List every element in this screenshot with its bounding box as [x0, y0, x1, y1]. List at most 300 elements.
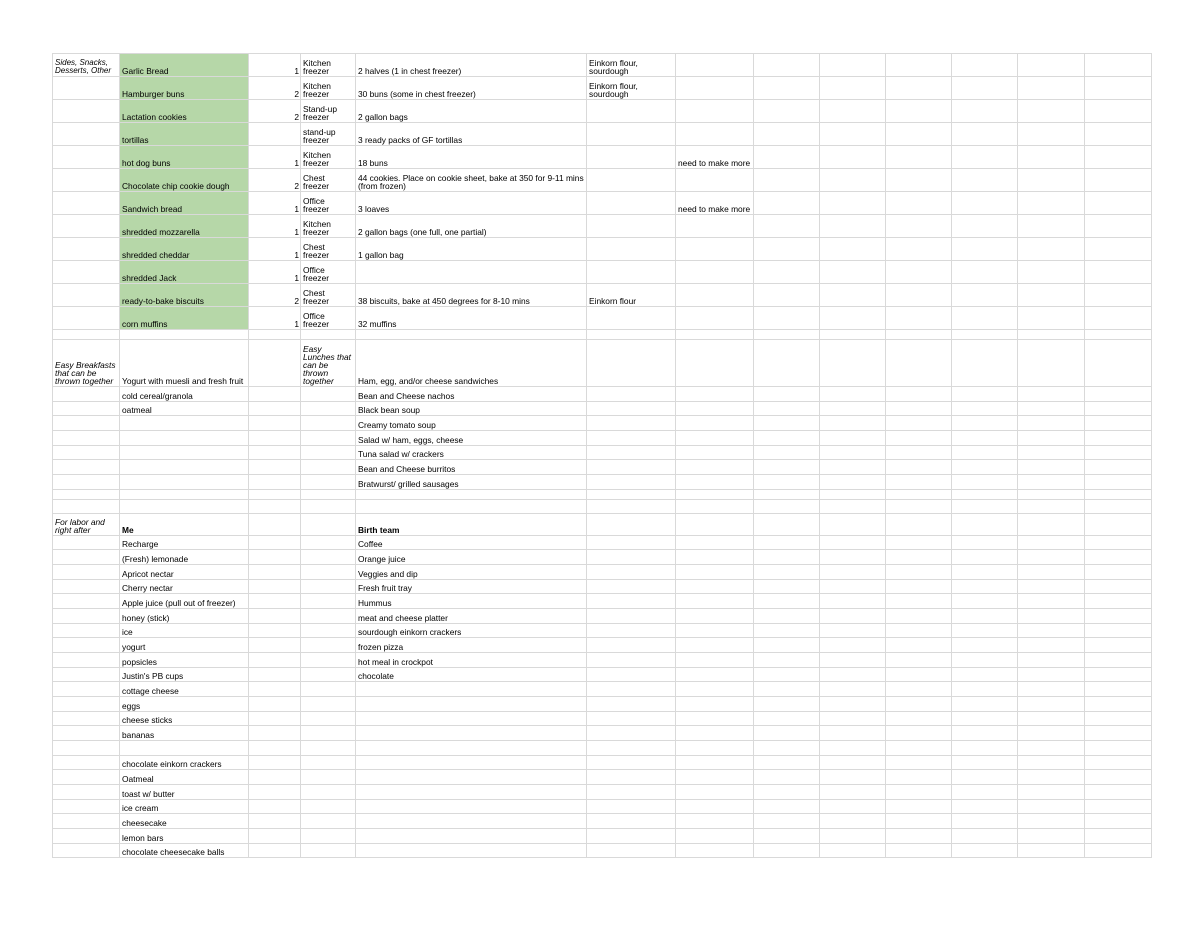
empty-cell[interactable]: [587, 770, 676, 785]
me-item-cell[interactable]: chocolate einkorn crackers: [120, 755, 249, 770]
empty-cell[interactable]: [820, 828, 886, 843]
empty-cell[interactable]: [754, 475, 820, 490]
empty-cell[interactable]: [1018, 499, 1085, 513]
location-cell[interactable]: Stand-up freezer: [301, 100, 356, 123]
empty-cell[interactable]: [676, 594, 754, 609]
empty-cell[interactable]: [587, 755, 676, 770]
breakfast-cell[interactable]: oatmeal: [120, 401, 249, 416]
empty-cell[interactable]: [1018, 261, 1085, 284]
empty-cell[interactable]: [301, 755, 356, 770]
empty-cell[interactable]: [952, 623, 1018, 638]
empty-cell[interactable]: [820, 623, 886, 638]
birth-team-header[interactable]: Birth team: [356, 513, 587, 535]
empty-cell[interactable]: [754, 146, 820, 169]
empty-cell[interactable]: [301, 784, 356, 799]
empty-cell[interactable]: [820, 653, 886, 668]
team-item-cell[interactable]: Fresh fruit tray: [356, 579, 587, 594]
ingredients-cell[interactable]: Einkorn flour, sourdough: [587, 77, 676, 100]
empty-cell[interactable]: [886, 697, 952, 712]
empty-cell[interactable]: [249, 784, 301, 799]
empty-cell[interactable]: [676, 770, 754, 785]
todo-cell[interactable]: [676, 77, 754, 100]
item-name-cell[interactable]: tortillas: [120, 123, 249, 146]
empty-cell[interactable]: [1018, 123, 1085, 146]
team-item-cell[interactable]: [356, 755, 587, 770]
empty-cell[interactable]: [754, 755, 820, 770]
me-item-cell[interactable]: chocolate cheesecake balls: [120, 843, 249, 858]
empty-cell[interactable]: [676, 682, 754, 697]
me-item-cell[interactable]: Apple juice (pull out of freezer): [120, 594, 249, 609]
me-item-cell[interactable]: Cherry nectar: [120, 579, 249, 594]
empty-cell[interactable]: [1085, 638, 1152, 653]
empty-cell[interactable]: [53, 814, 120, 829]
empty-cell[interactable]: [587, 843, 676, 858]
empty-cell[interactable]: [886, 535, 952, 550]
team-item-cell[interactable]: meat and cheese platter: [356, 609, 587, 624]
empty-cell[interactable]: [587, 682, 676, 697]
ingredients-cell[interactable]: [587, 123, 676, 146]
me-item-cell[interactable]: Recharge: [120, 535, 249, 550]
empty-cell[interactable]: [587, 784, 676, 799]
empty-cell[interactable]: [53, 330, 120, 340]
empty-cell[interactable]: [53, 623, 120, 638]
empty-cell[interactable]: [676, 814, 754, 829]
empty-cell[interactable]: [952, 401, 1018, 416]
empty-cell[interactable]: [820, 460, 886, 475]
empty-cell[interactable]: [754, 770, 820, 785]
empty-cell[interactable]: [754, 843, 820, 858]
empty-cell[interactable]: [1018, 638, 1085, 653]
empty-cell[interactable]: [1085, 238, 1152, 261]
empty-cell[interactable]: [676, 401, 754, 416]
empty-cell[interactable]: [301, 460, 356, 475]
empty-cell[interactable]: [754, 697, 820, 712]
empty-cell[interactable]: [301, 726, 356, 741]
empty-cell[interactable]: [754, 489, 820, 499]
empty-cell[interactable]: [53, 594, 120, 609]
empty-cell[interactable]: [1018, 330, 1085, 340]
empty-cell[interactable]: [301, 741, 356, 756]
item-name-cell[interactable]: Sandwich bread: [120, 192, 249, 215]
empty-cell[interactable]: [53, 609, 120, 624]
empty-cell[interactable]: [820, 100, 886, 123]
empty-cell[interactable]: [53, 535, 120, 550]
empty-cell[interactable]: [587, 550, 676, 565]
todo-cell[interactable]: [676, 123, 754, 146]
empty-cell[interactable]: [301, 843, 356, 858]
empty-cell[interactable]: [820, 340, 886, 387]
empty-cell[interactable]: [676, 726, 754, 741]
empty-cell[interactable]: [754, 682, 820, 697]
empty-cell[interactable]: [249, 843, 301, 858]
empty-cell[interactable]: [356, 499, 587, 513]
team-item-cell[interactable]: chocolate: [356, 667, 587, 682]
empty-cell[interactable]: [754, 100, 820, 123]
empty-cell[interactable]: [301, 330, 356, 340]
empty-cell[interactable]: [676, 513, 754, 535]
empty-cell[interactable]: [587, 623, 676, 638]
empty-cell[interactable]: [1085, 535, 1152, 550]
empty-cell[interactable]: [952, 609, 1018, 624]
notes-cell[interactable]: 30 buns (some in chest freezer): [356, 77, 587, 100]
me-item-cell[interactable]: cheese sticks: [120, 711, 249, 726]
empty-cell[interactable]: [820, 54, 886, 77]
empty-cell[interactable]: [886, 784, 952, 799]
empty-cell[interactable]: [952, 387, 1018, 402]
empty-cell[interactable]: [886, 799, 952, 814]
empty-cell[interactable]: [676, 799, 754, 814]
empty-cell[interactable]: [820, 638, 886, 653]
empty-cell[interactable]: [952, 843, 1018, 858]
empty-cell[interactable]: [952, 100, 1018, 123]
lunch-cell[interactable]: Salad w/ ham, eggs, cheese: [356, 431, 587, 446]
lunch-cell[interactable]: Bean and Cheese nachos: [356, 387, 587, 402]
empty-cell[interactable]: [249, 609, 301, 624]
ingredients-cell[interactable]: Einkorn flour, sourdough: [587, 54, 676, 77]
todo-cell[interactable]: [676, 261, 754, 284]
empty-cell[interactable]: [1085, 653, 1152, 668]
empty-cell[interactable]: [952, 799, 1018, 814]
empty-cell[interactable]: [53, 123, 120, 146]
me-item-cell[interactable]: yogurt: [120, 638, 249, 653]
empty-cell[interactable]: [587, 513, 676, 535]
empty-cell[interactable]: [301, 387, 356, 402]
empty-cell[interactable]: [886, 667, 952, 682]
me-item-cell[interactable]: ice cream: [120, 799, 249, 814]
empty-cell[interactable]: [886, 755, 952, 770]
empty-cell[interactable]: [886, 682, 952, 697]
empty-cell[interactable]: [53, 499, 120, 513]
empty-cell[interactable]: [952, 770, 1018, 785]
empty-cell[interactable]: [676, 475, 754, 490]
empty-cell[interactable]: [53, 697, 120, 712]
empty-cell[interactable]: [1085, 489, 1152, 499]
empty-cell[interactable]: [1085, 697, 1152, 712]
empty-cell[interactable]: [53, 828, 120, 843]
empty-cell[interactable]: [754, 238, 820, 261]
empty-cell[interactable]: [820, 169, 886, 192]
empty-cell[interactable]: [952, 741, 1018, 756]
empty-cell[interactable]: [820, 814, 886, 829]
empty-cell[interactable]: [1018, 828, 1085, 843]
quantity-cell[interactable]: 1: [249, 261, 301, 284]
empty-cell[interactable]: [301, 513, 356, 535]
team-item-cell[interactable]: Hummus: [356, 594, 587, 609]
empty-cell[interactable]: [676, 784, 754, 799]
empty-cell[interactable]: [301, 623, 356, 638]
empty-cell[interactable]: [53, 711, 120, 726]
empty-cell[interactable]: [1018, 653, 1085, 668]
empty-cell[interactable]: [1018, 445, 1085, 460]
empty-cell[interactable]: [1085, 550, 1152, 565]
empty-cell[interactable]: [754, 192, 820, 215]
empty-cell[interactable]: [249, 535, 301, 550]
empty-cell[interactable]: [1085, 711, 1152, 726]
empty-cell[interactable]: [754, 499, 820, 513]
empty-cell[interactable]: [587, 489, 676, 499]
empty-cell[interactable]: [754, 623, 820, 638]
item-name-cell[interactable]: corn muffins: [120, 307, 249, 330]
empty-cell[interactable]: [587, 499, 676, 513]
empty-cell[interactable]: [53, 682, 120, 697]
location-cell[interactable]: Kitchen freezer: [301, 215, 356, 238]
empty-cell[interactable]: [952, 579, 1018, 594]
empty-cell[interactable]: [820, 594, 886, 609]
team-item-cell[interactable]: Veggies and dip: [356, 565, 587, 580]
breakfast-cell[interactable]: cold cereal/granola: [120, 387, 249, 402]
empty-cell[interactable]: [820, 667, 886, 682]
empty-cell[interactable]: [1018, 192, 1085, 215]
notes-cell[interactable]: 38 biscuits, bake at 450 degrees for 8-10 mins: [356, 284, 587, 307]
empty-cell[interactable]: [53, 475, 120, 490]
empty-cell[interactable]: [820, 711, 886, 726]
me-item-cell[interactable]: bananas: [120, 726, 249, 741]
empty-cell[interactable]: [886, 169, 952, 192]
todo-cell[interactable]: [676, 169, 754, 192]
empty-cell[interactable]: [301, 475, 356, 490]
empty-cell[interactable]: [1018, 215, 1085, 238]
empty-cell[interactable]: [249, 638, 301, 653]
empty-cell[interactable]: [1018, 489, 1085, 499]
empty-cell[interactable]: [676, 330, 754, 340]
item-name-cell[interactable]: Garlic Bread: [120, 54, 249, 77]
empty-cell[interactable]: [886, 513, 952, 535]
notes-cell[interactable]: 44 cookies. Place on cookie sheet, bake at 350 for 9-11 mins (from frozen): [356, 169, 587, 192]
empty-cell[interactable]: [53, 215, 120, 238]
ingredients-cell[interactable]: [587, 238, 676, 261]
empty-cell[interactable]: [754, 340, 820, 387]
team-item-cell[interactable]: [356, 726, 587, 741]
empty-cell[interactable]: [754, 387, 820, 402]
empty-cell[interactable]: [754, 609, 820, 624]
empty-cell[interactable]: [1085, 579, 1152, 594]
empty-cell[interactable]: [754, 401, 820, 416]
empty-cell[interactable]: [820, 401, 886, 416]
ingredients-cell[interactable]: [587, 261, 676, 284]
notes-cell[interactable]: 18 buns: [356, 146, 587, 169]
empty-cell[interactable]: [1018, 307, 1085, 330]
empty-cell[interactable]: [249, 741, 301, 756]
empty-cell[interactable]: [301, 499, 356, 513]
notes-cell[interactable]: 3 loaves: [356, 192, 587, 215]
empty-cell[interactable]: [676, 755, 754, 770]
empty-cell[interactable]: [1018, 401, 1085, 416]
empty-cell[interactable]: [886, 460, 952, 475]
empty-cell[interactable]: [1018, 169, 1085, 192]
me-item-cell[interactable]: cheesecake: [120, 814, 249, 829]
empty-cell[interactable]: [587, 475, 676, 490]
breakfast-cell[interactable]: [120, 460, 249, 475]
empty-cell[interactable]: [754, 123, 820, 146]
me-item-cell[interactable]: Oatmeal: [120, 770, 249, 785]
empty-cell[interactable]: [249, 755, 301, 770]
empty-cell[interactable]: [754, 653, 820, 668]
empty-cell[interactable]: [886, 77, 952, 100]
empty-cell[interactable]: [754, 784, 820, 799]
empty-cell[interactable]: [1085, 261, 1152, 284]
lunch-category-label[interactable]: Easy Lunches that can be thrown together: [301, 340, 356, 387]
empty-cell[interactable]: [1018, 238, 1085, 261]
item-name-cell[interactable]: shredded cheddar: [120, 238, 249, 261]
empty-cell[interactable]: [952, 169, 1018, 192]
empty-cell[interactable]: [820, 697, 886, 712]
empty-cell[interactable]: [952, 513, 1018, 535]
empty-cell[interactable]: [820, 755, 886, 770]
empty-cell[interactable]: [952, 594, 1018, 609]
location-cell[interactable]: Office freezer: [301, 192, 356, 215]
empty-cell[interactable]: [676, 623, 754, 638]
empty-cell[interactable]: [952, 499, 1018, 513]
empty-cell[interactable]: [1085, 192, 1152, 215]
breakfast-cell[interactable]: [120, 475, 249, 490]
empty-cell[interactable]: [53, 799, 120, 814]
empty-cell[interactable]: [1018, 623, 1085, 638]
empty-cell[interactable]: [53, 169, 120, 192]
empty-cell[interactable]: [820, 284, 886, 307]
empty-cell[interactable]: [1085, 215, 1152, 238]
empty-cell[interactable]: [952, 828, 1018, 843]
empty-cell[interactable]: [301, 667, 356, 682]
empty-cell[interactable]: [1085, 726, 1152, 741]
team-item-cell[interactable]: hot meal in crockpot: [356, 653, 587, 668]
empty-cell[interactable]: [886, 579, 952, 594]
empty-cell[interactable]: [587, 609, 676, 624]
empty-cell[interactable]: [587, 535, 676, 550]
empty-cell[interactable]: [754, 550, 820, 565]
empty-cell[interactable]: [820, 192, 886, 215]
empty-cell[interactable]: [53, 843, 120, 858]
empty-cell[interactable]: [120, 489, 249, 499]
empty-cell[interactable]: [886, 550, 952, 565]
empty-cell[interactable]: [1085, 431, 1152, 446]
empty-cell[interactable]: [754, 460, 820, 475]
quantity-cell[interactable]: 2: [249, 77, 301, 100]
notes-cell[interactable]: [356, 261, 587, 284]
empty-cell[interactable]: [1018, 54, 1085, 77]
empty-cell[interactable]: [249, 489, 301, 499]
empty-cell[interactable]: [587, 667, 676, 682]
empty-cell[interactable]: [820, 489, 886, 499]
team-item-cell[interactable]: [356, 770, 587, 785]
empty-cell[interactable]: [249, 401, 301, 416]
me-item-cell[interactable]: honey (stick): [120, 609, 249, 624]
empty-cell[interactable]: [886, 307, 952, 330]
empty-cell[interactable]: [53, 401, 120, 416]
empty-cell[interactable]: [820, 416, 886, 431]
empty-cell[interactable]: [53, 416, 120, 431]
empty-cell[interactable]: [820, 499, 886, 513]
empty-cell[interactable]: [820, 513, 886, 535]
empty-cell[interactable]: [1018, 100, 1085, 123]
empty-cell[interactable]: [53, 579, 120, 594]
empty-cell[interactable]: [587, 697, 676, 712]
empty-cell[interactable]: [249, 416, 301, 431]
empty-cell[interactable]: [1018, 784, 1085, 799]
empty-cell[interactable]: [1085, 77, 1152, 100]
empty-cell[interactable]: [53, 100, 120, 123]
empty-cell[interactable]: [53, 445, 120, 460]
empty-cell[interactable]: [301, 697, 356, 712]
empty-cell[interactable]: [1085, 387, 1152, 402]
todo-cell[interactable]: need to make more: [676, 146, 754, 169]
empty-cell[interactable]: [820, 261, 886, 284]
empty-cell[interactable]: [952, 755, 1018, 770]
me-item-cell[interactable]: cottage cheese: [120, 682, 249, 697]
empty-cell[interactable]: [249, 330, 301, 340]
empty-cell[interactable]: [249, 594, 301, 609]
empty-cell[interactable]: [1085, 123, 1152, 146]
empty-cell[interactable]: [754, 169, 820, 192]
empty-cell[interactable]: [587, 330, 676, 340]
empty-cell[interactable]: [301, 445, 356, 460]
empty-cell[interactable]: [754, 513, 820, 535]
empty-cell[interactable]: [1018, 579, 1085, 594]
empty-cell[interactable]: [1085, 513, 1152, 535]
empty-cell[interactable]: [952, 653, 1018, 668]
empty-cell[interactable]: [886, 594, 952, 609]
location-cell[interactable]: Chest freezer: [301, 169, 356, 192]
empty-cell[interactable]: [1085, 682, 1152, 697]
empty-cell[interactable]: [952, 726, 1018, 741]
empty-cell[interactable]: [587, 828, 676, 843]
empty-cell[interactable]: [301, 682, 356, 697]
location-cell[interactable]: Office freezer: [301, 261, 356, 284]
me-item-cell[interactable]: popsicles: [120, 653, 249, 668]
empty-cell[interactable]: [301, 594, 356, 609]
lunch-cell[interactable]: Creamy tomato soup: [356, 416, 587, 431]
empty-cell[interactable]: [886, 609, 952, 624]
empty-cell[interactable]: [1018, 460, 1085, 475]
quantity-cell[interactable]: 2: [249, 169, 301, 192]
empty-cell[interactable]: [952, 784, 1018, 799]
empty-cell[interactable]: [1085, 784, 1152, 799]
empty-cell[interactable]: [249, 513, 301, 535]
empty-cell[interactable]: [53, 431, 120, 446]
lunch-cell[interactable]: Bean and Cheese burritos: [356, 460, 587, 475]
empty-cell[interactable]: [952, 238, 1018, 261]
team-item-cell[interactable]: [356, 799, 587, 814]
empty-cell[interactable]: [754, 667, 820, 682]
empty-cell[interactable]: [1085, 623, 1152, 638]
notes-cell[interactable]: 2 halves (1 in chest freezer): [356, 54, 587, 77]
breakfast-cell[interactable]: [120, 431, 249, 446]
empty-cell[interactable]: [676, 431, 754, 446]
empty-cell[interactable]: [1085, 667, 1152, 682]
empty-cell[interactable]: [676, 609, 754, 624]
empty-cell[interactable]: [53, 146, 120, 169]
empty-cell[interactable]: [952, 77, 1018, 100]
empty-cell[interactable]: [886, 54, 952, 77]
empty-cell[interactable]: [301, 653, 356, 668]
empty-cell[interactable]: [53, 192, 120, 215]
empty-cell[interactable]: [587, 460, 676, 475]
empty-cell[interactable]: [820, 609, 886, 624]
todo-cell[interactable]: [676, 307, 754, 330]
empty-cell[interactable]: [53, 77, 120, 100]
empty-cell[interactable]: [676, 638, 754, 653]
todo-cell[interactable]: [676, 215, 754, 238]
empty-cell[interactable]: [886, 623, 952, 638]
notes-cell[interactable]: 1 gallon bag: [356, 238, 587, 261]
empty-cell[interactable]: [1018, 431, 1085, 446]
empty-cell[interactable]: [886, 653, 952, 668]
empty-cell[interactable]: [952, 711, 1018, 726]
empty-cell[interactable]: [53, 653, 120, 668]
empty-cell[interactable]: [886, 238, 952, 261]
empty-cell[interactable]: [249, 667, 301, 682]
empty-cell[interactable]: [886, 711, 952, 726]
empty-cell[interactable]: [1085, 475, 1152, 490]
